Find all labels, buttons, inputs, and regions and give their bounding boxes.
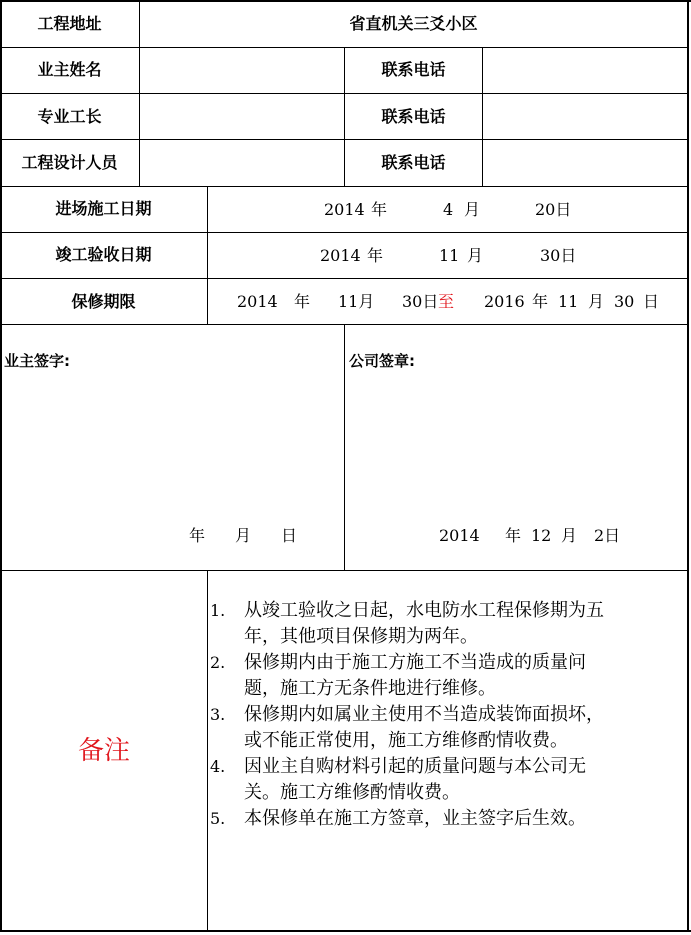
remark-text: 因业主自购材料引起的质量问题与本公司无关。施工方维修酌情收费。: [244, 756, 586, 803]
row-line: [0, 278, 689, 279]
remark-item: [210, 702, 610, 754]
remark-number: 3.: [210, 705, 226, 724]
remark-number: 1.: [210, 601, 226, 620]
acceptance-month-unit: 月: [467, 246, 484, 265]
entry-year: 2014: [324, 200, 365, 219]
company-sign-day: 2日: [594, 526, 621, 545]
warranty-end-month: 11: [558, 292, 579, 311]
warranty-to: 至: [438, 292, 455, 311]
owner-sign-day-unit: 日: [281, 526, 298, 545]
entry-month: 4: [443, 200, 454, 219]
warranty-start-month: 11月: [338, 292, 375, 311]
remark-number: 2.: [210, 653, 226, 672]
entry-date-label: 进场施工日期: [55, 199, 152, 218]
acceptance-date-label: 竣工验收日期: [55, 245, 152, 264]
remark-item: [210, 754, 610, 806]
warranty-start-day: 30日: [402, 292, 439, 311]
remark-item: [210, 806, 610, 832]
warranty-start-year-unit: 年: [294, 292, 311, 311]
company-sign-year: 2014: [439, 526, 480, 545]
foreman-label: 专业工长: [37, 107, 102, 126]
contact-phone-label: 联系电话: [381, 60, 446, 79]
remark-number: 5.: [210, 809, 226, 828]
remark-text: 从竣工验收之日起，水电防水工程保修期为五年，其他项目保修期为两年。: [244, 600, 604, 647]
border-top: [0, 0, 691, 2]
warranty-end-month-unit: 月: [588, 292, 605, 311]
remark-number: 4.: [210, 757, 226, 776]
company-sign-month-unit: 月: [561, 526, 578, 545]
row-line: [0, 232, 689, 233]
remark-text: 保修期内如属业主使用不当造成装饰面损坏，或不能正常使用，施工方维修酌情收费。: [244, 704, 604, 751]
project-address-value: 省直机关三爻小区: [349, 14, 478, 33]
col-line: [207, 186, 208, 325]
acceptance-year-unit: 年: [367, 246, 384, 265]
company-sign-year-unit: 年: [505, 526, 522, 545]
entry-month-unit: 月: [464, 200, 481, 219]
warranty-end-day-unit: 日: [643, 292, 660, 311]
col-line: [344, 324, 345, 571]
acceptance-year: 2014: [320, 246, 361, 265]
project-address-label: 工程地址: [37, 14, 102, 33]
contact-phone-label: 联系电话: [381, 153, 446, 172]
remarks-label: 备注: [77, 736, 130, 766]
entry-year-unit: 年: [371, 200, 388, 219]
remark-item: [210, 650, 610, 702]
company-sign-month: 12: [531, 526, 552, 545]
entry-day: 20日: [535, 200, 572, 219]
remark-item: [210, 598, 610, 650]
warranty-label: 保修期限: [71, 292, 136, 311]
owner-sign-year-unit: 年: [189, 526, 206, 545]
warranty-end-year: 2016: [484, 292, 525, 311]
acceptance-day: 30日: [540, 246, 577, 265]
warranty-start-year: 2014: [237, 292, 278, 311]
border-bottom: [0, 930, 691, 932]
designer-label: 工程设计人员: [21, 153, 118, 172]
owner-signature-label: 业主签字:: [4, 352, 70, 370]
owner-name-label: 业主姓名: [37, 60, 102, 79]
owner-sign-month-unit: 月: [235, 526, 252, 545]
warranty-end-day: 30: [614, 292, 635, 311]
company-seal-label: 公司签章:: [349, 352, 415, 370]
warranty-end-year-unit: 年: [532, 292, 549, 311]
acceptance-month: 11: [439, 246, 460, 265]
remarks-list: [210, 598, 610, 832]
contact-phone-label: 联系电话: [381, 107, 446, 126]
remark-text: 保修期内由于施工方施工不当造成的质量问题，施工方无条件地进行维修。: [244, 652, 586, 699]
remark-text: 本保修单在施工方签章，业主签字后生效。: [244, 808, 586, 829]
col-line: [482, 47, 483, 187]
